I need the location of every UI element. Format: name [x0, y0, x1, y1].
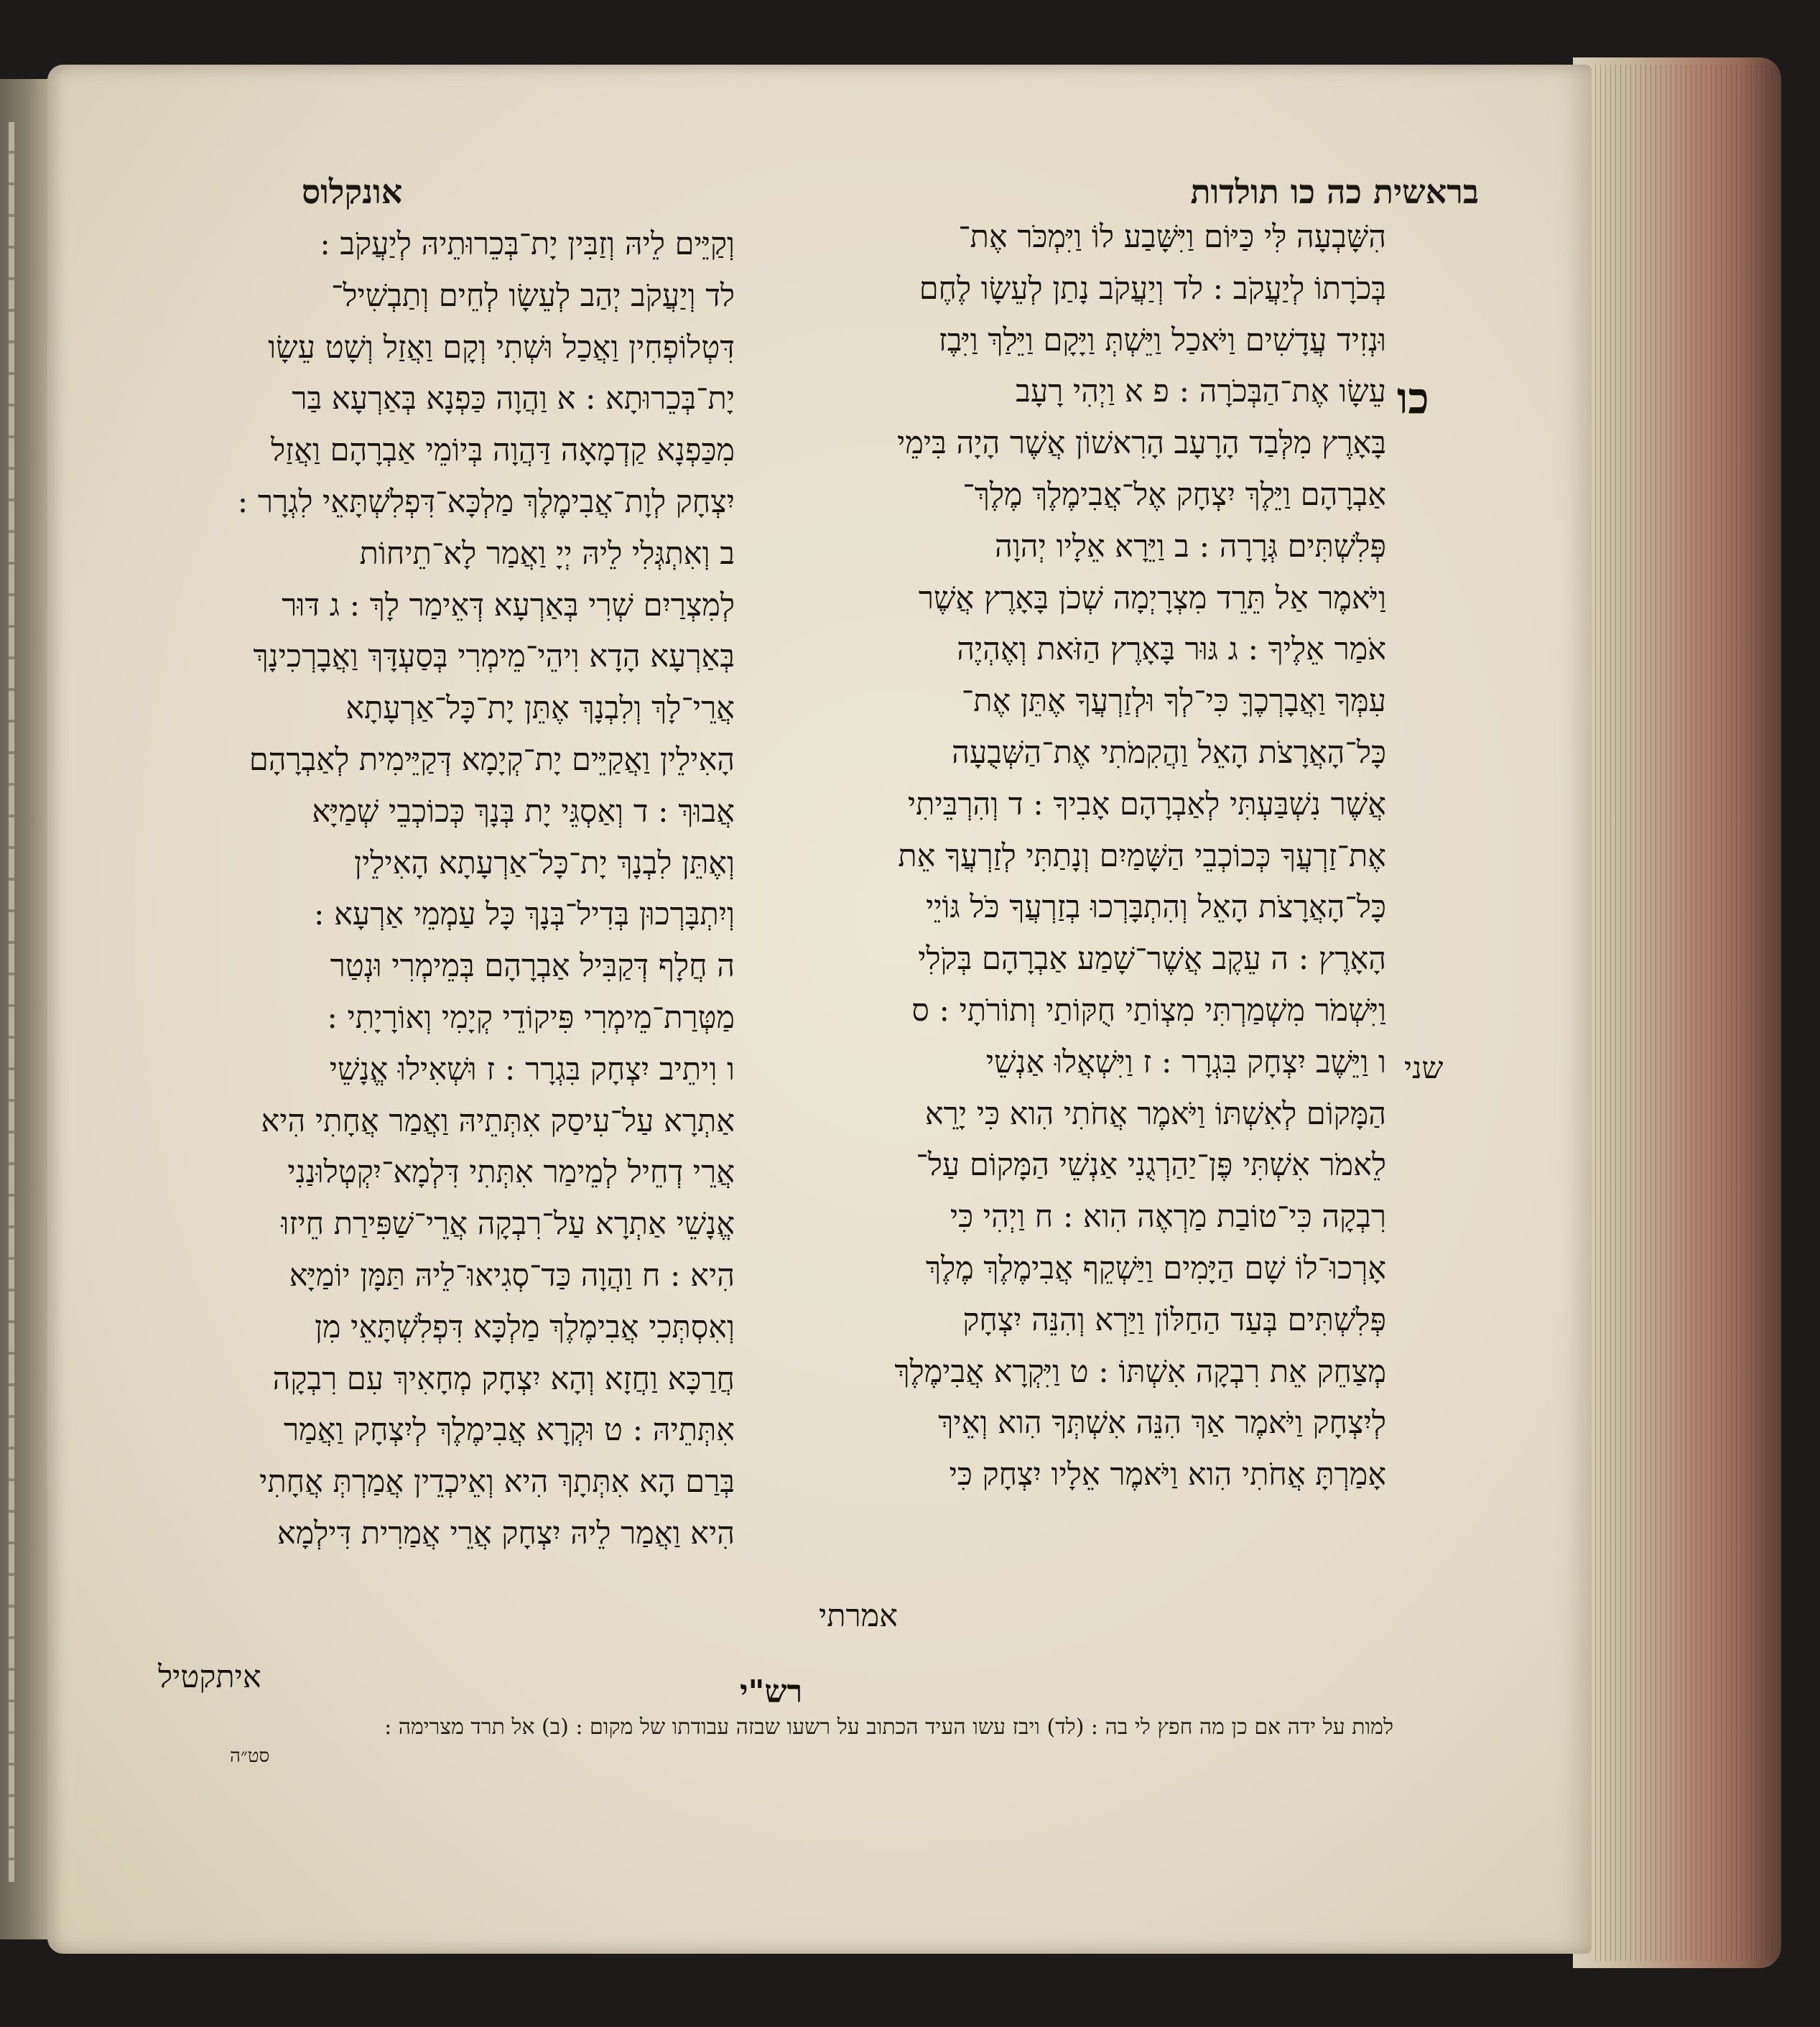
- torah-line: אַבְרָהָם וַיֵּלֶךְ יִצְחָק אֶל־אֲבִימֶלֶךְ מֶלֶךְ־: [962, 476, 1386, 513]
- torah-line: אֲשֶׁר נִשְׁבַּעְתִּי לְאַבְרָהָם אָבִיךָ : ד וְהִרְבֵּיתִי: [907, 786, 1386, 822]
- rashi-title: רש"י: [740, 1674, 803, 1710]
- torah-text-column: [751, 212, 1386, 1501]
- chapter-marker: כו: [1397, 374, 1429, 424]
- page-fore-edge-lines: [1591, 65, 1774, 1961]
- torah-line: לֵאמֹר אִשְׁתִּי פֶּן־יַהַרְגֻנִי אַנְשֵׁי הַמָּקוֹם עַל־: [916, 1147, 1386, 1184]
- onkelos-line: אֱנָשֵׁי אַתְרָא עַל־רִבְקָה אֲרֵי־שַׁפִּירַת חֵיזוּ: [281, 1206, 735, 1243]
- book-spine: [0, 79, 50, 1939]
- onkelos-line: מִכַּפְנָא קַדְמָאָה דַּהֲוָה בְּיוֹמֵי אַבְרָהָם וַאֲזַל: [271, 432, 735, 469]
- torah-line: וּנְזִיד עֲדָשִׁים וַיֹּאכַל וַיֵּשְׁתְּ וַיָּקָם וַיֵּלַךְ וַיִּבֶז: [938, 322, 1386, 358]
- onkelos-line: אֲרֵי דְחֵיל לְמֵימַר אִתְּתִי דִּלְמָא־יִקְטְלוּנַנִי: [287, 1154, 735, 1191]
- torah-line: פְּלִשְׁתִּים גְּרָרָה : ב וַיֵּרָא אֵלָיו יְהוָה: [995, 528, 1386, 565]
- torah-line: הַמָּקוֹם לְאִשְׁתּוֹ וַיֹּאמֶר אֲחֹתִי הִוא כִּי יָרֵא: [924, 1095, 1386, 1132]
- previous-page-edge: [9, 122, 14, 1882]
- onkelos-line: הָאִילֵין וַאֲקַיֵּים יָת־קְיָמָא דְּקַיֵּימִית לְאַבְרָהָם: [249, 741, 735, 778]
- running-header-right: בראשית כה כו תולדות: [1190, 172, 1479, 211]
- rashi-commentary: למות על ידה אם כן מה חפץ לי בה : (לד) ויבז עשו העיד הכתוב על רשעו שבזה עבודתו של מקום : (ב) אל תרד מצרימה :: [384, 1715, 1393, 1740]
- onkelos-text-column: [99, 219, 735, 1560]
- torah-line: בָּאָרֶץ מִלְּבַד הָרָעָב הָרִאשׁוֹן אֲשֶׁר הָיָה בִּימֵי: [897, 425, 1386, 462]
- onkelos-line: לְמִצְרַיִם שְׁרִי בְּאַרְעָא דְּאֵימַר לָךְ : ג דּוּר: [282, 587, 735, 623]
- torah-line: פְּלִשְׁתִּים בְּעַד הַחַלּוֹן וַיַּרְא וְהִנֵּה יִצְחָק: [962, 1302, 1386, 1338]
- onkelos-line: אֲבוּךְ : ד וְאַסְגֵּי יָת בְּנָךְ כְּכוֹכְבֵי שְׁמַיָּא: [312, 793, 735, 830]
- torah-line: הִשָּׁבְעָה לִּי כַּיּוֹם וַיִּשָּׁבַע לוֹ וַיִּמְכֹּר אֶת־: [958, 219, 1386, 255]
- onkelos-line: אֲרֵי־לָךְ וְלִבְנָךְ אֶתֵּן יָת־כָּל־אַרְעָתָא: [345, 690, 735, 727]
- torah-line: לְיִצְחָק וַיֹּאמֶר אַךְ הִנֵּה אִשְׁתְּךָ הִוא וְאֵיךְ: [938, 1405, 1386, 1442]
- torah-line: כָּל־הָאֲרָצֹת הָאֵל וַהֲקִמֹתִי אֶת־הַשְּׁבֻעָה: [952, 734, 1386, 771]
- onkelos-line: בְּרַם הָא אִתְּתָךְ הִיא וְאֵיכְדֵין אֲמַרְתְּ אֲחָתִי: [259, 1464, 735, 1500]
- torah-line: אֶת־זַרְעֲךָ כְּכוֹכְבֵי הַשָּׁמַיִם וְנָתַתִּי לְזַרְעֲךָ אֵת: [898, 838, 1386, 874]
- aliyah-marker: שני: [1404, 1050, 1444, 1085]
- onkelos-line: ה חֲלָף דְּקַבִּיל אַבְרָהָם בְּמֵימְרִי וּנְטַר: [330, 948, 735, 985]
- rashi-note: סט״ה: [230, 1745, 270, 1767]
- onkelos-line: אִתְּתֵיהּ : ט וּקְרָא אֲבִימֶלֶךְ לְיִצְחָק וַאֲמַר: [284, 1412, 735, 1449]
- onkelos-line: וְאֶתֵּן לִבְנָךְ יָת־כָּל־אַרְעָתָא הָאִילֵין: [354, 845, 735, 881]
- torah-line: מְצַחֵק אֵת רִבְקָה אִשְׁתּוֹ : ט וַיִּקְרָא אֲבִימֶלֶךְ: [894, 1353, 1386, 1390]
- onkelos-line: וְאִסְתְּכִי אֲבִימֶלֶךְ מַלְכָּא דִּפְלִשְׁתָּאֵי מִן: [315, 1309, 735, 1345]
- torah-line: עִמְּךָ וַאֲבָרְכֶךָּ כִּי־לְךָ וּלְזַרְעֲךָ אֶתֵּן אֶת־: [961, 683, 1386, 720]
- torah-line: כָּל־הָאֲרָצֹת הָאֵל וְהִתְבָּרְכוּ בְזַרְעֲךָ כֹּל גּוֹיֵי: [926, 889, 1386, 926]
- onkelos-line: מַטְּרַת־מֵימְרִי פִּיקוֹדֵי קְיָמִי וְאוֹרָיָתִי :: [327, 999, 735, 1036]
- torah-line: וַיִּשְׁמֹר מִשְׁמַרְתִּי מִצְוֹתַי חֻקּוֹתַי וְתוֹרֹתָי : ס: [911, 992, 1386, 1029]
- torah-line: רִבְקָה כִּי־טוֹבַת מַרְאֶה הִוא : ח וַיְהִי כִּי: [950, 1199, 1386, 1235]
- onkelos-line: בְּאַרְעָא הָדָא וִיהֵי־מֵימְרִי בְּסַעְדָּךְ וַאֲבָרְכִינָךְ: [253, 639, 735, 675]
- onkelos-line: יִצְחָק לְוָת־אֲבִימֶלֶךְ מַלְכָּא־דִּפְלִשְׁתָּאֵי לִגְרָר :: [237, 483, 735, 520]
- running-header-left: אונקלוס: [302, 172, 403, 211]
- onkelos-line: הִיא וַאֲמַר לֵיהּ יִצְחָק אֲרֵי אֲמַרִית דִּילְמָא: [277, 1515, 735, 1551]
- torah-line: וַיֹּאמֶר אַל תֵּרֵד מִצְרָיְמָה שְׁכֹן בָּאָרֶץ אֲשֶׁר: [918, 580, 1386, 616]
- torah-line: אֹמַר אֵלֶיךָ : ג גּוּר בָּאָרֶץ הַזֹּאת וְאֶהְיֶה: [957, 631, 1386, 668]
- onkelos-line: ו וִיתֵיב יִצְחָק בִּגְרָר : ז וּשְׁאִילוּ אֱנָשֵׁי: [329, 1051, 735, 1087]
- torah-line: אָרְכוּ־לוֹ שָׁם הַיָּמִים וַיַּשְׁקֵף אֲבִימֶלֶךְ מֶלֶךְ: [925, 1250, 1386, 1286]
- torah-catchword: אמרתי: [819, 1598, 898, 1634]
- onkelos-line: יָת־בְּכֵרוּתָא : א וַהֲוָה כַּפְנָא בְּאַרְעָא בַּר: [292, 381, 735, 417]
- onkelos-line: אַתְרָא עַל־עִיסַק אִתְּתֵיהּ וַאֲמַר אֲחָתִי הִיא: [261, 1103, 735, 1139]
- onkelos-line: וְיִתְבָּרְכוּן בְּדִיל־בְּנָךְ כָּל עַמְמֵי אַרְעָא :: [313, 896, 735, 933]
- onkelos-line: לד וְיַעֲקֹב יְהַב לְעֵשָׂו לְחֵים וְתַבְשִׁיל־: [330, 277, 735, 314]
- onkelos-catchword: איתקטיל: [158, 1659, 261, 1695]
- torah-line: הָאָרֶץ : ה עֵקֶב אֲשֶׁר־שָׁמַע אַבְרָהָם בְּקֹלִי: [918, 941, 1386, 978]
- onkelos-line: וְקַיֵּים לֵיהּ וְזַבִּין יָת־בְּכֵרוּתֵיהּ לְיַעֲקֹב :: [320, 226, 735, 262]
- onkelos-line: ב וְאִתְגְּלִי לֵיהּ יְיָ וַאֲמַר לָא־תֵיחוֹת: [359, 535, 735, 572]
- onkelos-line: דִּטְלוֹפְחִין וַאֲכַל וּשְׁתִי וְקָם וַאֲזַל וְשָׁט עֵשָׂו: [268, 329, 735, 366]
- torah-line: אָמַרְתָּ אֲחֹתִי הִוא וַיֹּאמֶר אֵלָיו יִצְחָק כִּי: [949, 1457, 1386, 1493]
- torah-line: עֵשָׂו אֶת־הַבְּכֹרָה : פ א וַיְהִי רָעָב: [1016, 374, 1386, 410]
- onkelos-line: חֲרַכָּא וַחֲזָא וְהָא יִצְחָק מְחָאִיךְ עִם רִבְקָה: [272, 1360, 735, 1397]
- torah-line: ו וַיֵּשֶׁב יִצְחָק בִּגְרָר : ז וַיִּשְׁאֲלוּ אַנְשֵׁי: [985, 1044, 1386, 1080]
- torah-line: בְּכֹרָתוֹ לְיַעֲקֹב : לד וְיַעֲקֹב נָתַן לְעֵשָׂו לֶחֶם: [919, 270, 1386, 307]
- onkelos-line: הִיא : ח וַהֲוָה כַּד־סְגִיאוּ־לֵיהּ תַּמָּן יוֹמַיָּא: [289, 1257, 735, 1294]
